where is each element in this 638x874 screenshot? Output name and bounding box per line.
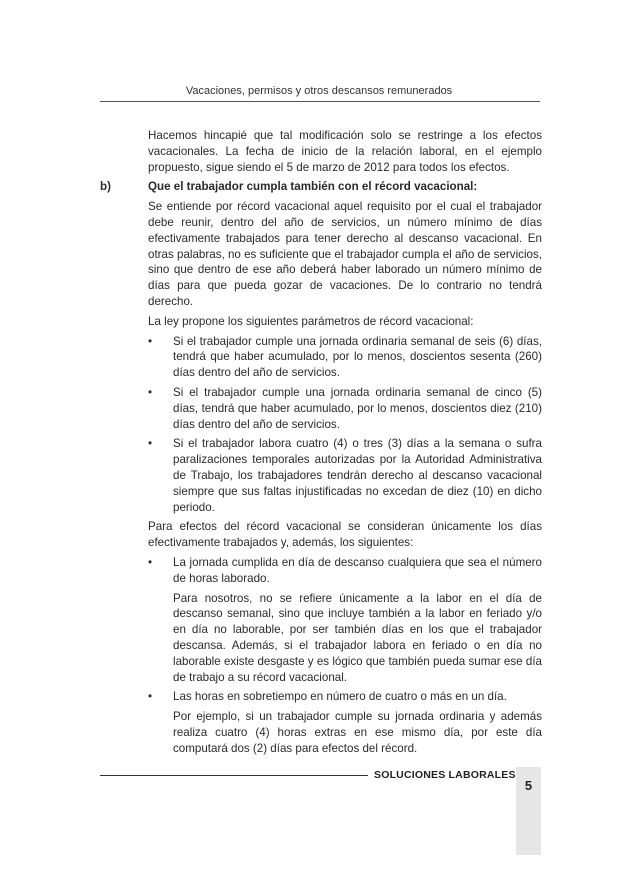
bullet-text: La jornada cumplida en día de descanso cualquiera que sea el número de horas laborado.: [173, 555, 542, 585]
bullet-subparagraph: Por ejemplo, si un trabajador cumple su jornada ordinaria y además realiza cuatro (4) horas extras en ese mismo día, por este día computará dos (2) días para efectos del récord.: [173, 710, 542, 755]
bullet-subparagraph: Para nosotros, no se refiere únicamente a la labor en el día de descanso semanal, sino que incluye también a la labor en feriado y/o en día no laborable, por ser también días en los que el trabajador descansa. Además, si el trabajador labora en feriado o en día no laborable existe desgaste y es lógico que también pueda sumar ese día de trabajo a su récord vacacional.: [173, 591, 542, 684]
parameters-list: [100, 334, 542, 516]
bullet-icon: •: [148, 555, 153, 569]
bullet-icon: •: [148, 385, 153, 399]
list-item: [100, 436, 542, 515]
paragraph-effects: Para efectos del récord vacacional se consideran únicamente los días efectivamente trabajados y, además, los siguientes:: [148, 520, 542, 550]
list-item: [100, 555, 542, 685]
list-item: [100, 385, 542, 432]
running-header: Vacaciones, permisos y otros descansos remunerados: [185, 85, 453, 97]
list-item: [100, 334, 542, 381]
list-item: [100, 689, 542, 756]
bullet-icon: •: [148, 690, 153, 704]
paragraph-parameters: La ley propone los siguientes parámetros de récord vacacional:: [148, 314, 474, 328]
bullet-text: Si el trabajador labora cuatro (4) o tres (3) días a la semana o sufra paralizaciones temporales autorizadas por la Autoridad Administrativa de Trabajo, los trabajadores tendrán derecho al descanso vacacional siempre que sus faltas injustificadas no excedan de diez (10) en dicho periodo.: [173, 437, 542, 514]
footer-label: SOLUCIONES LABORALES: [374, 769, 516, 781]
bullet-text: Las horas en sobretiempo en número de cuatro o más en un día.: [173, 690, 507, 704]
effects-list: [100, 555, 542, 757]
page-number: 5: [524, 778, 533, 793]
bullet-icon: •: [148, 437, 153, 451]
bullet-text: Si el trabajador cumple una jornada ordinaria semanal de cinco (5) días, tendrá que haber acumulado, por lo menos, doscientos diez (210) días dentro del año de servicios.: [173, 385, 542, 431]
bullet-text: Si el trabajador cumple una jornada ordinaria semanal de seis (6) días, tendrá que haber acumulado, por lo menos, doscientos sesenta (260) días dentro del año de servicios.: [173, 334, 542, 380]
paragraph-definition: Se entiende por récord vacacional aquel requisito por el cual el trabajador debe reunir, dentro del año de servicios, un número mínimo de días efectivamente trabajados para tener derecho al descanso vacacional. En otras palabras, no es suficiente que el trabajador cumpla el año de servicios, sino que dentro de ese año deberá haber laborado un número mínimo de días para que pueda gozar de vacaciones. De lo contrario no tendrá derecho.: [148, 200, 542, 308]
list-item-b: [100, 179, 542, 195]
bullet-icon: •: [148, 334, 153, 348]
footer-rule: [100, 775, 368, 776]
item-marker: b): [100, 180, 111, 194]
intro-paragraph: Hacemos hincapié que tal modificación solo se restringe a los efectos vacacionales. La fecha de inicio de la relación laboral, en el ejemplo propuesto, sigue siendo el 5 de marzo de 2012 para todos los efectos.: [148, 129, 542, 174]
body-text: [100, 128, 542, 756]
item-title: Que el trabajador cumpla también con el récord vacacional:: [148, 180, 478, 194]
header-rule: [100, 101, 540, 102]
